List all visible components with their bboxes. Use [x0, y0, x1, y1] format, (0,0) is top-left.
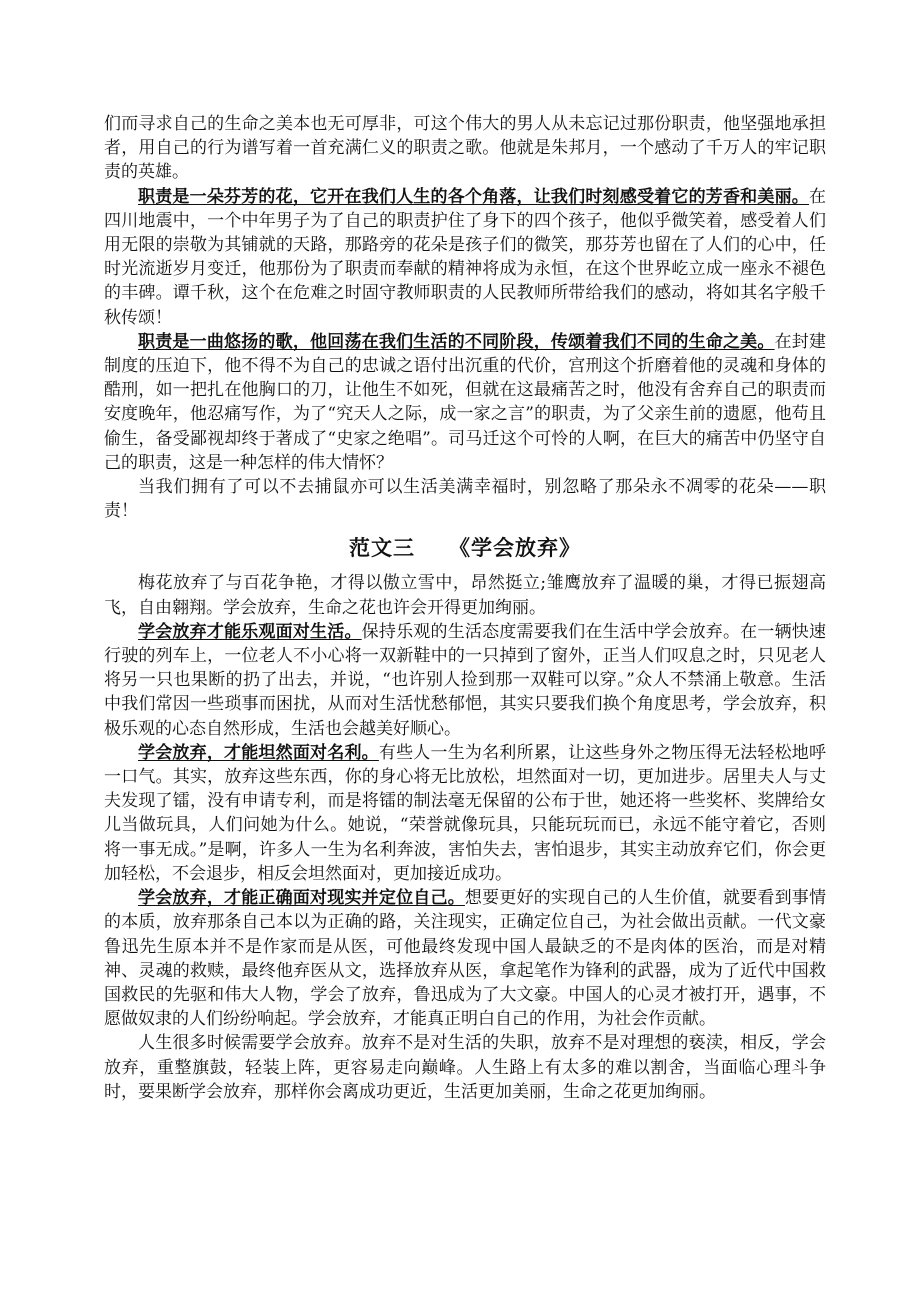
paragraph-text: 当我们拥有了可以不去捕鼠亦可以生活美满幸福时，别忽略了那朵永不凋零的花朵——职责！ [104, 477, 826, 522]
paragraph-text: 在四川地震中，一个中年男子为了自己的职责护住了身下的四个孩子，他似乎微笑着，感受着人们用无限的崇敬为其铺就的天路，那路旁的花朵是孩子们的微笑，那芬芳也留在了人们的心中，任时光流逝岁月变迁，他那份为了职责而奉献的精神将成为永恒，在这个世界屹立成一座永不褪色的丰碑。谭千秋，这个在危难之时固守教师职责的人民教师所带给我们的感动，将如其名字般千秋传颂！ [104, 186, 826, 328]
heading-title: 《学会放弃》 [449, 536, 581, 561]
paragraph-song [104, 330, 826, 475]
paragraph-fame [104, 741, 826, 886]
paragraph-flower [104, 185, 826, 330]
paragraph-lead-sentence: 学会放弃，才能坦然面对名利。 [138, 742, 379, 763]
paragraph-text: 们而寻求自己的生命之美本也无可厚非，可这个伟大的男人从未忘记过那份职责，他坚强地承担者，用自己的行为谱写着一首充满仁义的职责之歌。他就是朱邦月，一个感动了千万人的牢记职责的英雄。 [104, 114, 826, 183]
paragraph-optimism [104, 620, 826, 741]
paragraph-text: 梅花放弃了与百花争艳，才得以傲立雪中，昂然挺立;雏鹰放弃了温暖的巢，才得已振翅高飞，自由翱翔。学会放弃，生命之花也许会开得更加绚丽。 [104, 573, 826, 618]
paragraph-lead-sentence: 学会放弃才能乐观面对生活。 [138, 621, 362, 642]
paragraph-text: 人生很多时候需要学会放弃。放弃不是对生活的失职，放弃不是对理想的亵渎，相反，学会放弃，重整旗鼓，轻装上阵，更容易走向巅峰。人生路上有太多的难以割舍，当面临心理斗争时，要果断学会放弃，那样你会离成功更近，生活更加美丽，生命之花更加绚丽。 [104, 1033, 826, 1102]
paragraph-conclusion [104, 475, 826, 523]
document-body [104, 112, 826, 1104]
heading-label: 范文三 [349, 536, 415, 561]
section-heading [104, 533, 826, 563]
paragraph-text: 有些人一生为名利所累，让这些身外之物压得无法轻松地呼一口气。其实，放弃这些东西，你的身心将无比放松，坦然面对一切，更加进步。居里夫人与丈夫发现了镭，没有申请专利，而是将镭的制法毫无保留的公布于世，她还将一些奖杯、奖牌给女儿当做玩具，人们问她为什么。她说，“荣誉就像玩具，只能玩玩而已，永远不能守着它，否则将一事无成。”是啊，许多人一生为名利奔波，害怕失去，害怕退步，其实主动放弃它们，你会更加轻松，不会退步，相反会坦然面对，更加接近成功。 [104, 742, 827, 884]
paragraph-continuation [104, 112, 826, 185]
paragraph-intro [104, 571, 826, 619]
paragraph-text: 保持乐观的生活态度需要我们在生活中学会放弃。在一辆快速行驶的列车上，一位老人不小心将一双新鞋中的一只掉到了窗外，正当人们叹息之时，只见老人将另一只也果断的扔了出去，并说，“也许别人捡到那一双鞋可以穿。”众人不禁涌上敬意。生活中我们常因一些琐事而困扰，从而对生活忧愁郁悒，其实只要我们换个角度思考，学会放弃，积极乐观的心态自然形成，生活也会越美好顺心。 [104, 621, 827, 739]
paragraph-text: 想要更好的实现自己的人生价值，就要看到事情的本质，放弃那条自己本以为正确的路，关注现实，正确定位自己，为社会做出贡献。一代文豪鲁迅先生原本并不是作家而是从医，可他最终发现中国人最缺乏的不是肉体的医治，而是对精神、灵魂的救赎，最终他弃医从文，选择放弃从医，拿起笔作为锋利的武器，成为了近代中国救国救民的先驱和伟大人物，学会了放弃，鲁迅成为了大文豪。中国人的心灵才被打开，遇事，不愿做奴隶的人们纷纷响起。学会放弃，才能真正明白自己的作用，为社会作贡献。 [104, 888, 827, 1030]
paragraph-lead-sentence: 职责是一曲悠扬的歌，他回荡在我们生活的不同阶段，传颂着我们不同的生命之美。 [138, 331, 775, 352]
paragraph-reality [104, 886, 826, 1031]
paragraph-summary [104, 1031, 826, 1104]
paragraph-lead-sentence: 学会放弃，才能正确面对现实并定位自己。 [138, 888, 465, 909]
paragraph-text: 在封建制度的压迫下，他不得不为自己的忠诚之语付出沉重的代价，宫刑这个折磨着他的灵魂和身体的酷刑，如一把扎在他胸口的刀，让他生不如死，但就在这最痛苦之时，他没有舍弃自己的职责而安度晚年，他忍痛写作，为了“究天人之际，成一家之言”的职责，为了父亲生前的遗愿，他苟且偷生，备受鄙视却终于著成了“史家之绝唱”。司马迁这个可怜的人啊，在巨大的痛苦中仍坚守自己的职责，这是一种怎样的伟大情怀？ [104, 331, 827, 473]
paragraph-lead-sentence: 职责是一朵芬芳的花，它开在我们人生的各个角落，让我们时刻感受着它的芳香和美丽。 [138, 186, 809, 207]
